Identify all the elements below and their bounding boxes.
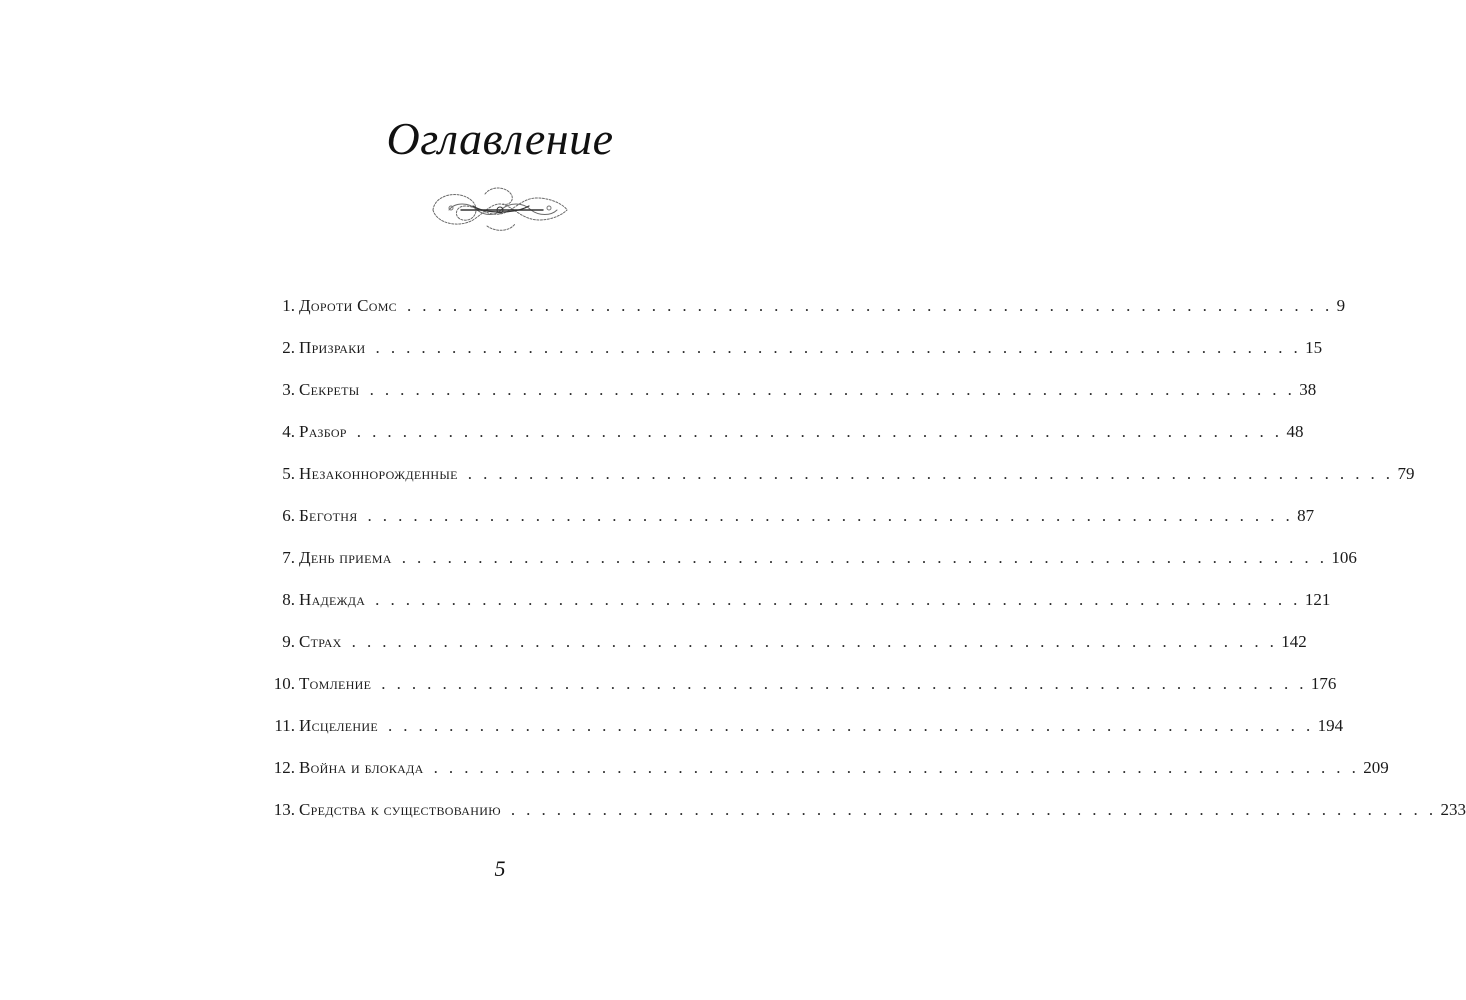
toc-dot-leader: . . . . . . . . . . . . . . . . . . . . . . . . . . . . . . . . . . . . . . . . . . . . . . . . . . . . . . . . . . . . . [351, 632, 1278, 651]
toc-entry [265, 632, 1307, 674]
toc-dot-leader: . . . . . . . . . . . . . . . . . . . . . . . . . . . . . . . . . . . . . . . . . . . . . . . . . . . . . . . . . . . . . [433, 758, 1360, 777]
toc-entry-page: 9 [1336, 296, 1346, 315]
toc-entry-title: Надежда [299, 590, 366, 609]
toc-entry [265, 758, 1389, 800]
toc-entry [265, 716, 1344, 758]
toc-entry-title: Призраки [299, 338, 366, 357]
toc-dot-leader: . . . . . . . . . . . . . . . . . . . . . . . . . . . . . . . . . . . . . . . . . . . . . . . . . . . . . . . . . . . . . [510, 800, 1437, 819]
toc-entry [265, 464, 1415, 506]
toc-dot-leader: . . . . . . . . . . . . . . . . . . . . . . . . . . . . . . . . . . . . . . . . . . . . . . . . . . . . . . . . . . . . . [356, 422, 1283, 441]
toc-entry-page: 194 [1317, 716, 1344, 735]
toc-entry-number: 1. [282, 296, 295, 315]
toc-entry-number: 9. [282, 632, 295, 651]
toc-dot-leader: . . . . . . . . . . . . . . . . . . . . . . . . . . . . . . . . . . . . . . . . . . . . . . . . . . . . . . . . . . . . . [401, 548, 1328, 567]
toc-entry [265, 674, 1337, 716]
toc-entry-title: Секреты [299, 380, 360, 399]
toc-entry-number: 11. [274, 716, 295, 735]
page-title: Оглавление [386, 113, 614, 164]
toc-entry-page: 87 [1297, 506, 1315, 525]
toc-entry-page: 106 [1331, 548, 1357, 567]
toc-entry-title: Страх [299, 632, 342, 651]
toc-entry-number: 12. [273, 758, 295, 777]
toc-entry [265, 422, 1304, 464]
toc-entry-number: 4. [282, 422, 295, 441]
toc-entry-number: 5. [282, 464, 295, 483]
table-of-contents [265, 296, 1466, 842]
toc-entry-number: 7. [282, 548, 295, 567]
toc-entry-title: Дороти Сомс [299, 296, 397, 315]
page-number: 5 [494, 856, 506, 881]
toc-entry [265, 506, 1315, 548]
toc-entry-number: 10. [273, 674, 295, 693]
toc-entry-number: 2. [282, 338, 295, 357]
toc-dot-leader: . . . . . . . . . . . . . . . . . . . . . . . . . . . . . . . . . . . . . . . . . . . . . . . . . . . . . . . . . . . . . [387, 716, 1314, 735]
flourish-ornament-icon [425, 180, 575, 236]
toc-entry-page: 209 [1363, 758, 1389, 777]
toc-dot-leader: . . . . . . . . . . . . . . . . . . . . . . . . . . . . . . . . . . . . . . . . . . . . . . . . . . . . . . . . . . . . . [381, 674, 1307, 693]
toc-dot-leader: . . . . . . . . . . . . . . . . . . . . . . . . . . . . . . . . . . . . . . . . . . . . . . . . . . . . . . . . . . . . . [467, 464, 1394, 483]
toc-entry-number: 8. [282, 590, 295, 609]
toc-entry-number: 13. [273, 800, 295, 819]
toc-entry-title: Средства к существованию [299, 800, 501, 819]
toc-dot-leader: . . . . . . . . . . . . . . . . . . . . . . . . . . . . . . . . . . . . . . . . . . . . . . . . . . . . . . . . . . . . . [375, 590, 1301, 609]
toc-entry-page: 142 [1281, 632, 1307, 651]
toc-entry-title: Война и блокада [299, 758, 424, 777]
toc-entry-page: 38 [1299, 380, 1317, 399]
toc-entry-page: 233 [1440, 800, 1466, 819]
toc-entry-page: 121 [1304, 590, 1331, 609]
toc-entry-title: Незаконнорожденные [299, 464, 458, 483]
toc-entry-title: Беготня [299, 506, 358, 525]
toc-entry-page: 48 [1286, 422, 1304, 441]
toc-entry-page: 79 [1397, 464, 1415, 483]
toc-dot-leader: . . . . . . . . . . . . . . . . . . . . . . . . . . . . . . . . . . . . . . . . . . . . . . . . . . . . . . . . . . . . . [375, 338, 1302, 357]
toc-entry [265, 296, 1346, 338]
toc-dot-leader: . . . . . . . . . . . . . . . . . . . . . . . . . . . . . . . . . . . . . . . . . . . . . . . . . . . . . . . . . . . . . [367, 506, 1294, 525]
toc-entry [265, 548, 1357, 590]
toc-entry [265, 800, 1466, 842]
toc-entry-title: День приема [299, 548, 392, 567]
toc-entry [265, 590, 1331, 632]
toc-entry [265, 380, 1317, 422]
toc-entry-number: 3. [282, 380, 295, 399]
toc-entry-title: Исцеление [299, 716, 378, 735]
toc-entry-title: Разбор [299, 422, 347, 441]
toc-entry-title: Томление [299, 674, 372, 693]
toc-entry [265, 338, 1323, 380]
toc-entry-page: 15 [1305, 338, 1323, 357]
toc-entry-number: 6. [282, 506, 295, 525]
toc-dot-leader: . . . . . . . . . . . . . . . . . . . . . . . . . . . . . . . . . . . . . . . . . . . . . . . . . . . . . . . . . . . . . [369, 380, 1296, 399]
toc-dot-leader: . . . . . . . . . . . . . . . . . . . . . . . . . . . . . . . . . . . . . . . . . . . . . . . . . . . . . . . . . . . . . [406, 296, 1333, 315]
toc-entry-page: 176 [1310, 674, 1337, 693]
